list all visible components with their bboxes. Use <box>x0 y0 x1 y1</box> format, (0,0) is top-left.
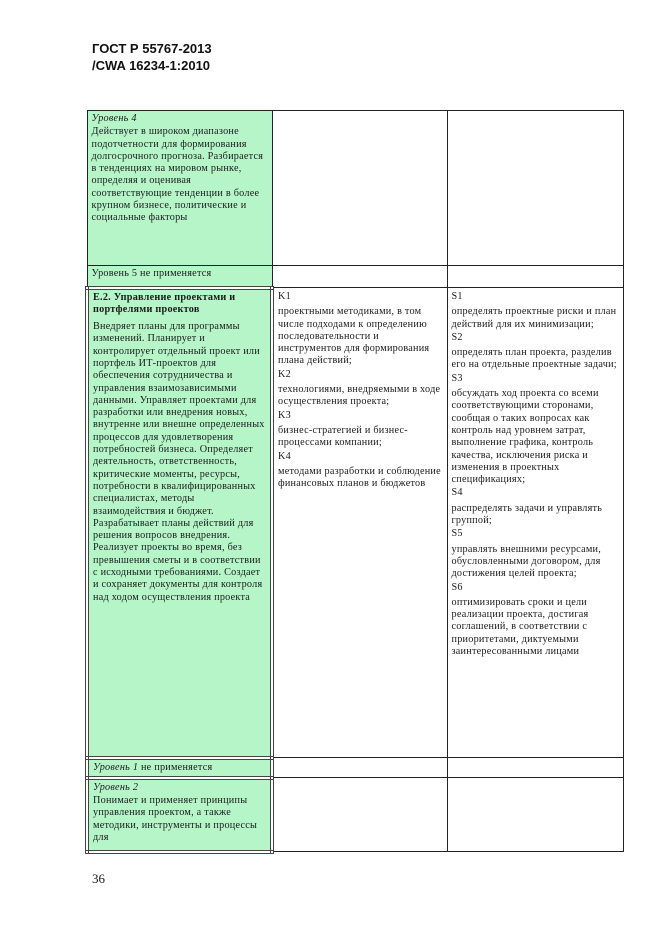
skill-text: оптимизировать сроки и цели реализации проекта, достигая соглашений, в соответствии с приоритетами, диктуемыми заинтересованными лицами <box>451 596 589 658</box>
empty-cell <box>272 111 447 266</box>
skill-text: определять проектные риски и план действий для их минимизации; <box>451 306 617 330</box>
level-4-text: Действует в широком диапазоне подотчетности для формирования долгосрочного прогноза. Разбирается в тенденциях на мировом рынке, определяя и оценивая соответствующие тенденции в более крупном бизнесе, политические и социальные факторы <box>91 126 264 224</box>
e2-title: Е.2. Управление проектами и портфелями проектов <box>93 291 236 315</box>
table-row-level-4 <box>87 111 623 266</box>
empty-cell <box>447 758 623 778</box>
knowledge-text: бизнес-стратегией и бизнес-процессами компании; <box>278 424 408 449</box>
e2-description-cell <box>87 288 272 758</box>
empty-cell <box>272 758 447 778</box>
skill-code: S3 <box>451 372 463 384</box>
knowledge-text: проектными методиками, в том числе подходами к определению последовательности и инструментов для формирования плана действий; <box>278 306 430 367</box>
level-2-cell <box>87 778 272 852</box>
table-row-level-5 <box>87 266 623 288</box>
level-5-label: Уровень 5 не применяется <box>91 268 212 279</box>
document-header <box>92 40 212 74</box>
level-1-label <box>93 762 266 774</box>
empty-cell <box>272 266 447 288</box>
empty-cell <box>447 266 623 288</box>
knowledge-text: технологиями, внедряемыми в ходе осуществления проекта; <box>278 384 441 408</box>
standard-code-secondary: /CWA 16234-1:2010 <box>92 58 211 73</box>
table-row-level-1 <box>87 758 623 778</box>
table-row-e2 <box>87 288 623 758</box>
empty-cell <box>272 778 447 852</box>
skill-code: S2 <box>451 331 463 343</box>
level-4-cell <box>87 111 272 266</box>
standard-code: ГОСТ Р 55767-2013 <box>92 41 212 56</box>
skill-code: S1 <box>451 291 463 302</box>
empty-cell <box>447 111 623 266</box>
competence-table <box>85 110 624 854</box>
e2-knowledge-cell <box>272 288 447 758</box>
table-row-level-2 <box>87 778 623 852</box>
level-4-label: Уровень 4 <box>91 113 137 124</box>
skill-text: управлять внешними ресурсами, обусловленными договором, для достижения целей проекта; <box>451 543 602 580</box>
level-2-label: Уровень 2 <box>93 781 139 793</box>
e2-skills-cell <box>447 288 623 758</box>
level-1-label-italic: Уровень 1 <box>93 761 139 773</box>
skill-code: S5 <box>451 528 463 540</box>
knowledge-text: методами разработки и соблюдение финансовых планов и бюджетов <box>278 465 441 490</box>
e2-description: Внедряет планы для программы изменений. Планирует и контролирует отдельный проект или портфель ИТ-проектов для обеспечения сотрудничества и управления взаимозависимыми данными. Управляет проектами для разработки или внедрения новых, внутренне или внешне определенных процессов для удовлетворения потребностей бизнеса. Определяет деятельность, ответственность, критические моменты, ресурсы, потребности в квалифицированных специалистах, методы взаимодействия и бюджет. Разрабатывает планы действий для решения вопросов внедрения. Реализует проекты во время, без превышения сметы и в соответствии с исходными требованиями. Создает и сохраняет документы для контроля над ходом осуществления проекта <box>93 321 265 603</box>
empty-cell <box>447 778 623 852</box>
skill-text: распределять задачи и управлять группой; <box>451 502 603 527</box>
skill-code: S4 <box>451 487 463 499</box>
level-1-label-rest: не применяется <box>138 761 213 773</box>
level-2-text: Понимает и применяет принципы управления проектом, а также методики, инструменты и процессы для <box>93 795 258 843</box>
skill-code: S6 <box>451 581 463 593</box>
knowledge-code: K1 <box>278 291 291 302</box>
level-1-cell <box>87 758 272 778</box>
skill-text: определять план проекта, разделив его на отдельные проектные задачи; <box>451 347 617 371</box>
knowledge-code: K4 <box>278 450 291 462</box>
page-number: 36 <box>92 871 105 886</box>
knowledge-code: K2 <box>278 368 291 380</box>
level-5-cell <box>87 266 272 288</box>
knowledge-code: K3 <box>278 409 291 421</box>
skill-text: обсуждать ход проекта со всеми соответствующими сторонами, сообщая о таких вопросах как контроль над уровнем затрат, выполнение графика, контроль качества, исключения риска и изменения в проектных спецификациях; <box>451 388 599 486</box>
